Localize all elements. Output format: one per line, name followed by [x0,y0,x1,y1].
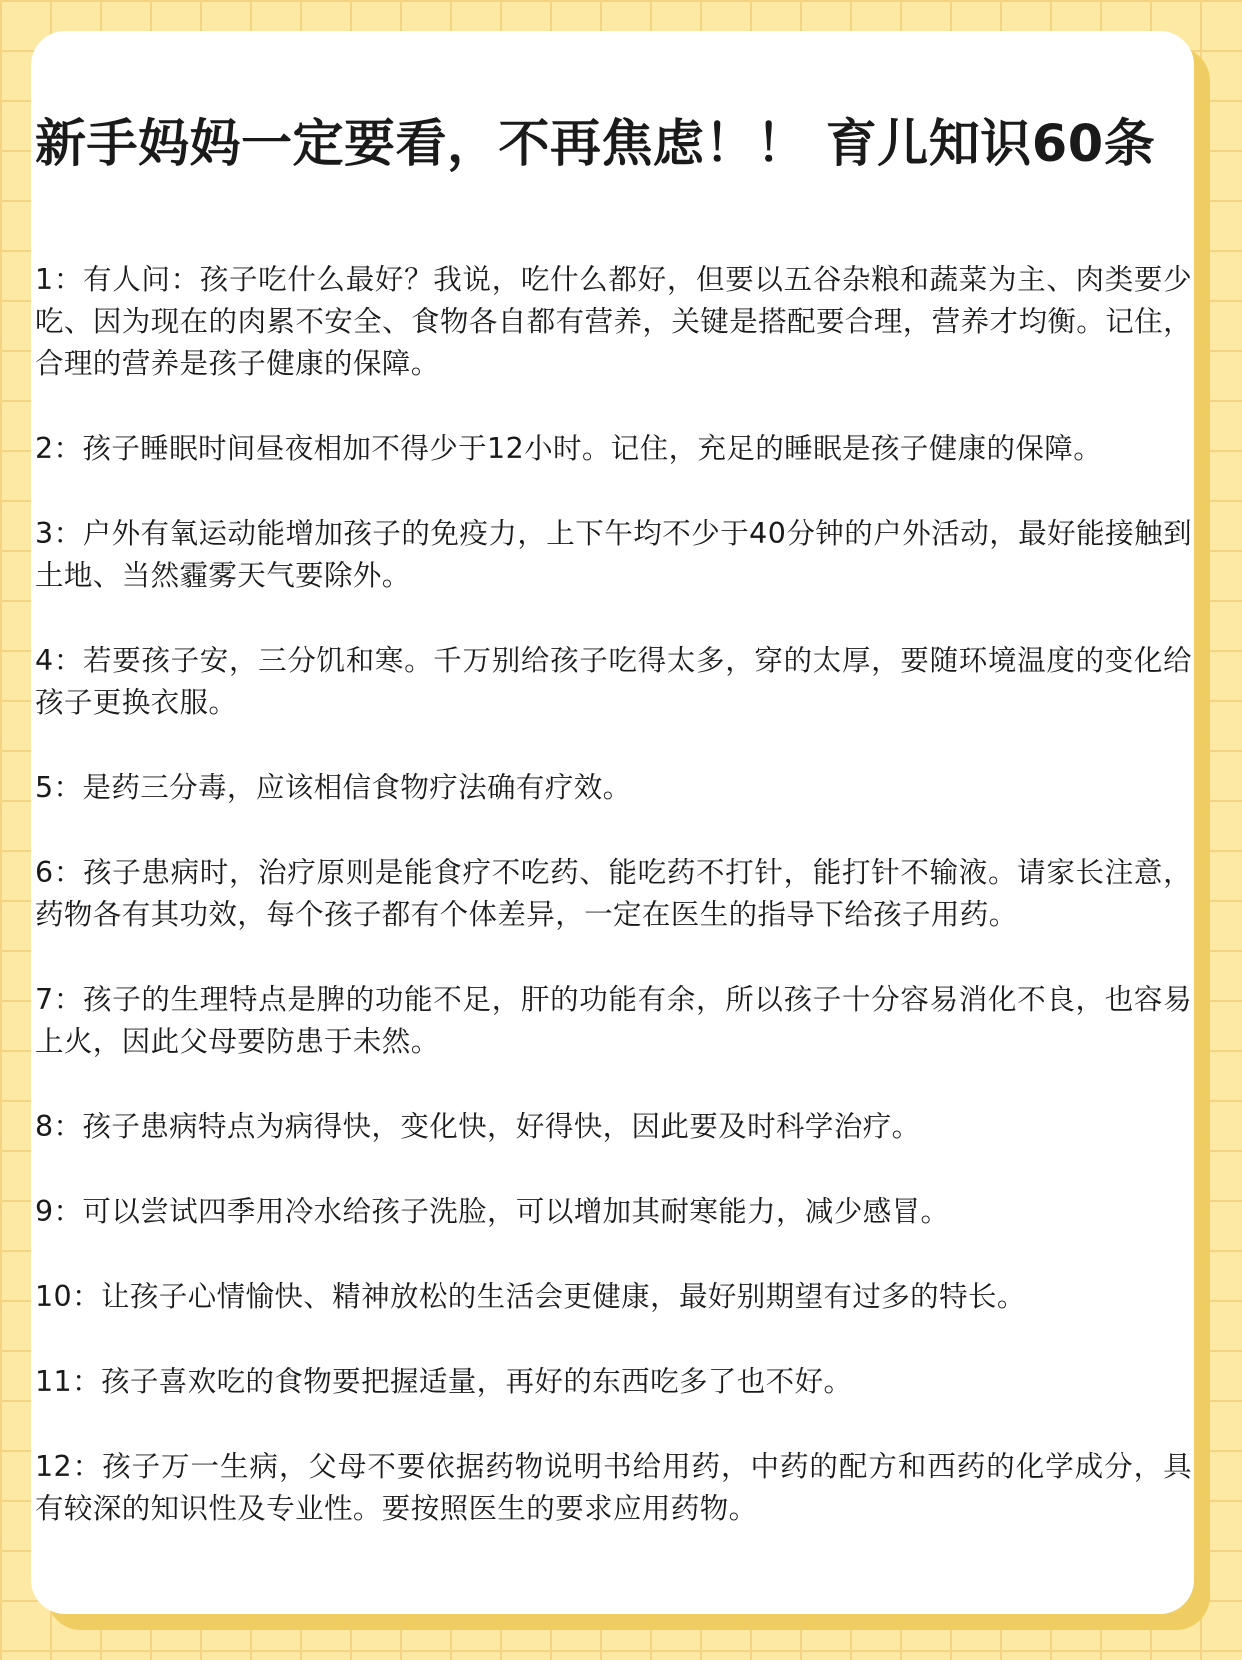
tips-list [35,259,1194,1530]
content-card [31,31,1194,1614]
tip-item-3: 3：户外有氧运动能增加孩子的免疫力，上下午均不少于40分钟的户外活动，最好能接触到土地、当然霾雾天气要除外。 [35,517,1192,592]
tip-item-8: 8：孩子患病特点为病得快，变化快，好得快，因此要及时科学治疗。 [35,1110,921,1143]
tip-item-9: 9：可以尝试四季用冷水给孩子洗脸，可以增加其耐寒能力，减少感冒。 [35,1195,950,1228]
tip-item-10: 10：让孩子心情愉快、精神放松的生活会更健康，最好别期望有过多的特长。 [35,1280,1026,1313]
tip-item-5: 5：是药三分毒，应该相信食物疗法确有疗效。 [35,771,632,804]
tip-item-7: 7：孩子的生理特点是脾的功能不足，肝的功能有余，所以孩子十分容易消化不良，也容易上火，因此父母要防患于未然。 [35,983,1192,1058]
tip-item-1: 1：有人问：孩子吃什么最好？我说，吃什么都好，但要以五谷杂粮和蔬菜为主、肉类要少吃、因为现在的肉累不安全、食物各自都有营养，关键是搭配要合理，营养才均衡。记住，合理的营养是孩子健康的保障。 [35,263,1192,380]
tip-item-6: 6：孩子患病时，治疗原则是能食疗不吃药、能吃药不打针，能打针不输液。请家长注意，药物各有其功效，每个孩子都有个体差异，一定在医生的指导下给孩子用药。 [35,856,1192,931]
tip-item-12: 12：孩子万一生病，父母不要依据药物说明书给用药，中药的配方和西药的化学成分，具有较深的知识性及专业性。要按照医生的要求应用药物。 [35,1450,1192,1525]
tip-item-4: 4：若要孩子安，三分饥和寒。千万别给孩子吃得太多，穿的太厚，要随环境温度的变化给孩子更换衣服。 [35,644,1192,719]
tip-item-2: 2：孩子睡眠时间昼夜相加不得少于12小时。记住，充足的睡眠是孩子健康的保障。 [35,432,1103,465]
tip-item-11: 11：孩子喜欢吃的食物要把握适量，再好的东西吃多了也不好。 [35,1365,853,1398]
page-title: 新手妈妈一定要看，不再焦虑！！ 育儿知识60条 [35,115,1156,174]
